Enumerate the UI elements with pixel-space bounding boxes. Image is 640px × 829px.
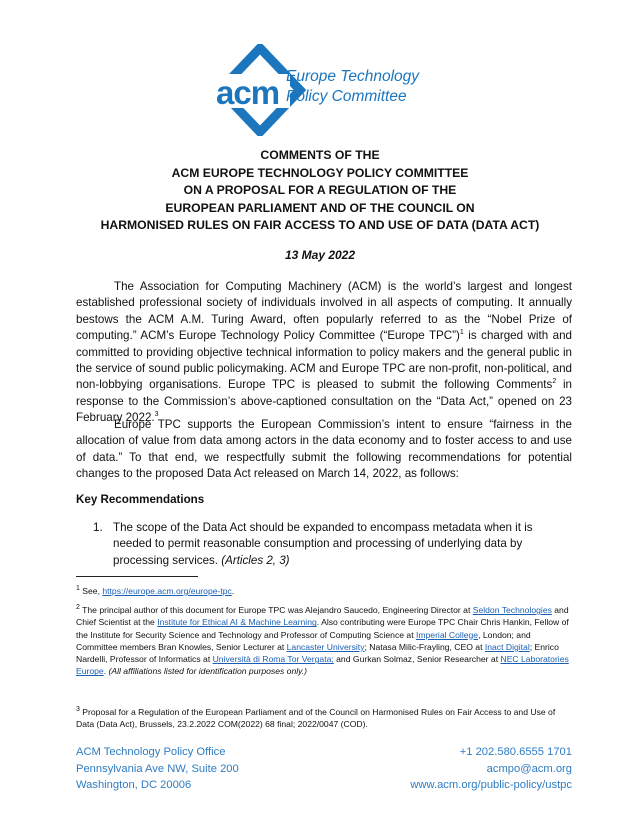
logo-line-1: Europe Technology bbox=[286, 68, 419, 85]
footer-street: Pennsylvania Ave NW, Suite 200 bbox=[76, 762, 239, 775]
key-recommendations-heading: Key Recommendations bbox=[76, 493, 205, 506]
footer-address bbox=[76, 744, 239, 794]
footnote-ref-2[interactable]: 2 bbox=[552, 378, 557, 386]
footnote-2-number: 2 bbox=[76, 604, 80, 612]
intro-text-b: is charged with and committed to providing objective technical information to policy makers and the general public in the service of sound public policymaking. ACM and Europe TPC are non-profit, non-political, and non-lobbying organisations. Europe TPC is pleased to submit the following Comments bbox=[76, 329, 572, 392]
inact-digital-link[interactable]: Inact Digital bbox=[484, 641, 530, 652]
footnote-1-number: 1 bbox=[76, 585, 80, 593]
lancaster-university-link[interactable]: Lancaster University bbox=[286, 641, 365, 652]
title-line: ACM EUROPE TECHNOLOGY POLICY COMMITTEE bbox=[171, 165, 469, 180]
footnote-divider bbox=[76, 576, 198, 577]
document-title bbox=[0, 147, 640, 235]
ethical-ai-institute-link[interactable]: Institute for Ethical AI & Machine Learning bbox=[157, 617, 317, 628]
nec-laboratories-link[interactable]: NEC Laboratories Europe bbox=[76, 654, 569, 677]
footer-contact bbox=[410, 744, 572, 794]
footnote-1 bbox=[76, 585, 574, 597]
seldon-technologies-link[interactable]: Seldon Technologies bbox=[472, 605, 552, 615]
footer-city: Washington, DC 20006 bbox=[76, 779, 192, 792]
footnote-3-number: 3 bbox=[76, 706, 80, 714]
recommendation-number: 1. bbox=[93, 521, 103, 534]
affiliations-note: (All affiliations listed for identification purposes only.) bbox=[108, 666, 308, 677]
europe-tpc-link[interactable]: https://europe.acm.org/europe-tpc bbox=[102, 586, 232, 596]
logo-line-2: Policy Committee bbox=[286, 88, 407, 105]
footnote-2-text: ; Enrico Nardelli, Professor of Informatics at bbox=[76, 641, 559, 665]
footer-phone: +1 202.580.6555 1701 bbox=[459, 746, 572, 758]
footer-office: ACM Technology Policy Office bbox=[76, 746, 226, 758]
footnote-2 bbox=[76, 604, 574, 678]
title-line: COMMENTS OF THE bbox=[260, 148, 380, 162]
footnote-2-text: . Also contributing were Europe TPC Chair Chris Hankin, Fellow of the Institute for Security Science and Technology and Professor of Computing Science at bbox=[76, 617, 569, 640]
acm-europe-tpc-logo bbox=[214, 44, 444, 136]
footnote-3 bbox=[76, 706, 574, 731]
footnote-1-pre: See, bbox=[79, 586, 103, 596]
document-date: 13 May 2022 bbox=[284, 248, 356, 262]
support-paragraph: Europe TPC supports the European Commission’s intent to ensure “fairness in the allocation of value from data among actors in the data economy and to foster access to and use of data.” To that end, we respectfully submit the following recommendations for potential changes to the proposed Data Act released on March 14, 2022, as follows: bbox=[76, 418, 572, 481]
title-line: EUROPEAN PARLIAMENT AND OF THE COUNCIL ON bbox=[165, 200, 475, 215]
intro-text-a: The Association for Computing Machinery (ACM) is the world’s largest and longest established professional society of individuals involved in all aspects of computing. It annually bestows the ACM A.M. Turing Award, often popularly referred to as the “Nobel Prize of computing.” ACM’s Europe Technology Policy Committee (“Europe TPC”) bbox=[76, 280, 572, 343]
footnote-1-post: . bbox=[231, 586, 235, 596]
intro-text-c: in response to the Commission’s above-captioned consultation on the “Data Act,” opened on 23 February 2022. bbox=[76, 378, 573, 425]
footnote-2-text: and Chief Scientist at the bbox=[76, 605, 569, 628]
logo-acm-text: acm bbox=[216, 74, 280, 111]
footer-website[interactable]: www.acm.org/public-policy/ustpc bbox=[410, 779, 572, 792]
recommendation-body: The scope of the Data Act should be expanded to encompass metadata when it is needed to permit reasonable consumption and processing of underlying data by processing services. bbox=[113, 521, 533, 567]
imperial-college-link[interactable]: Imperial College bbox=[415, 629, 479, 640]
footnote-2-text: ; Natasa Milic-Frayling, CEO at bbox=[364, 641, 485, 652]
title-line: ON A PROPOSAL FOR A REGULATION OF THE bbox=[183, 183, 457, 198]
recommendation-article-ref: (Articles 2, 3) bbox=[218, 553, 290, 567]
footnote-2-text: , London; and Committee members Bran Knowles, Senior Lecturer at bbox=[76, 629, 531, 652]
footnote-2-text: . bbox=[103, 666, 109, 677]
footnote-2-text: and Gurkan Solmaz, Senior Researcher at bbox=[333, 654, 501, 665]
footnote-2-text: The principal author of this document for Europe TPC was Alejandro Saucedo, Engineering Director at bbox=[79, 605, 473, 615]
footnote-3-text: Proposal for a Regulation of the European Parliament and of the Council on Harmonised Rules on Fair Access to and Use of Data (Data Act), Brussels, 23.2.2022 COM(2022) 68 final; 2022/0047 (COD). bbox=[76, 707, 556, 730]
tor-vergata-link[interactable]: Università di Roma Tor Vergata; bbox=[212, 654, 334, 665]
title-line: HARMONISED RULES ON FAIR ACCESS TO AND USE OF DATA (DATA ACT) bbox=[100, 218, 540, 233]
footnote-ref-3[interactable]: 3 bbox=[154, 411, 159, 419]
recommendation-text bbox=[113, 520, 573, 569]
footer-email[interactable]: acmpo@acm.org bbox=[486, 762, 572, 775]
intro-paragraph bbox=[76, 279, 572, 427]
footnote-ref-1[interactable]: 1 bbox=[459, 329, 464, 337]
